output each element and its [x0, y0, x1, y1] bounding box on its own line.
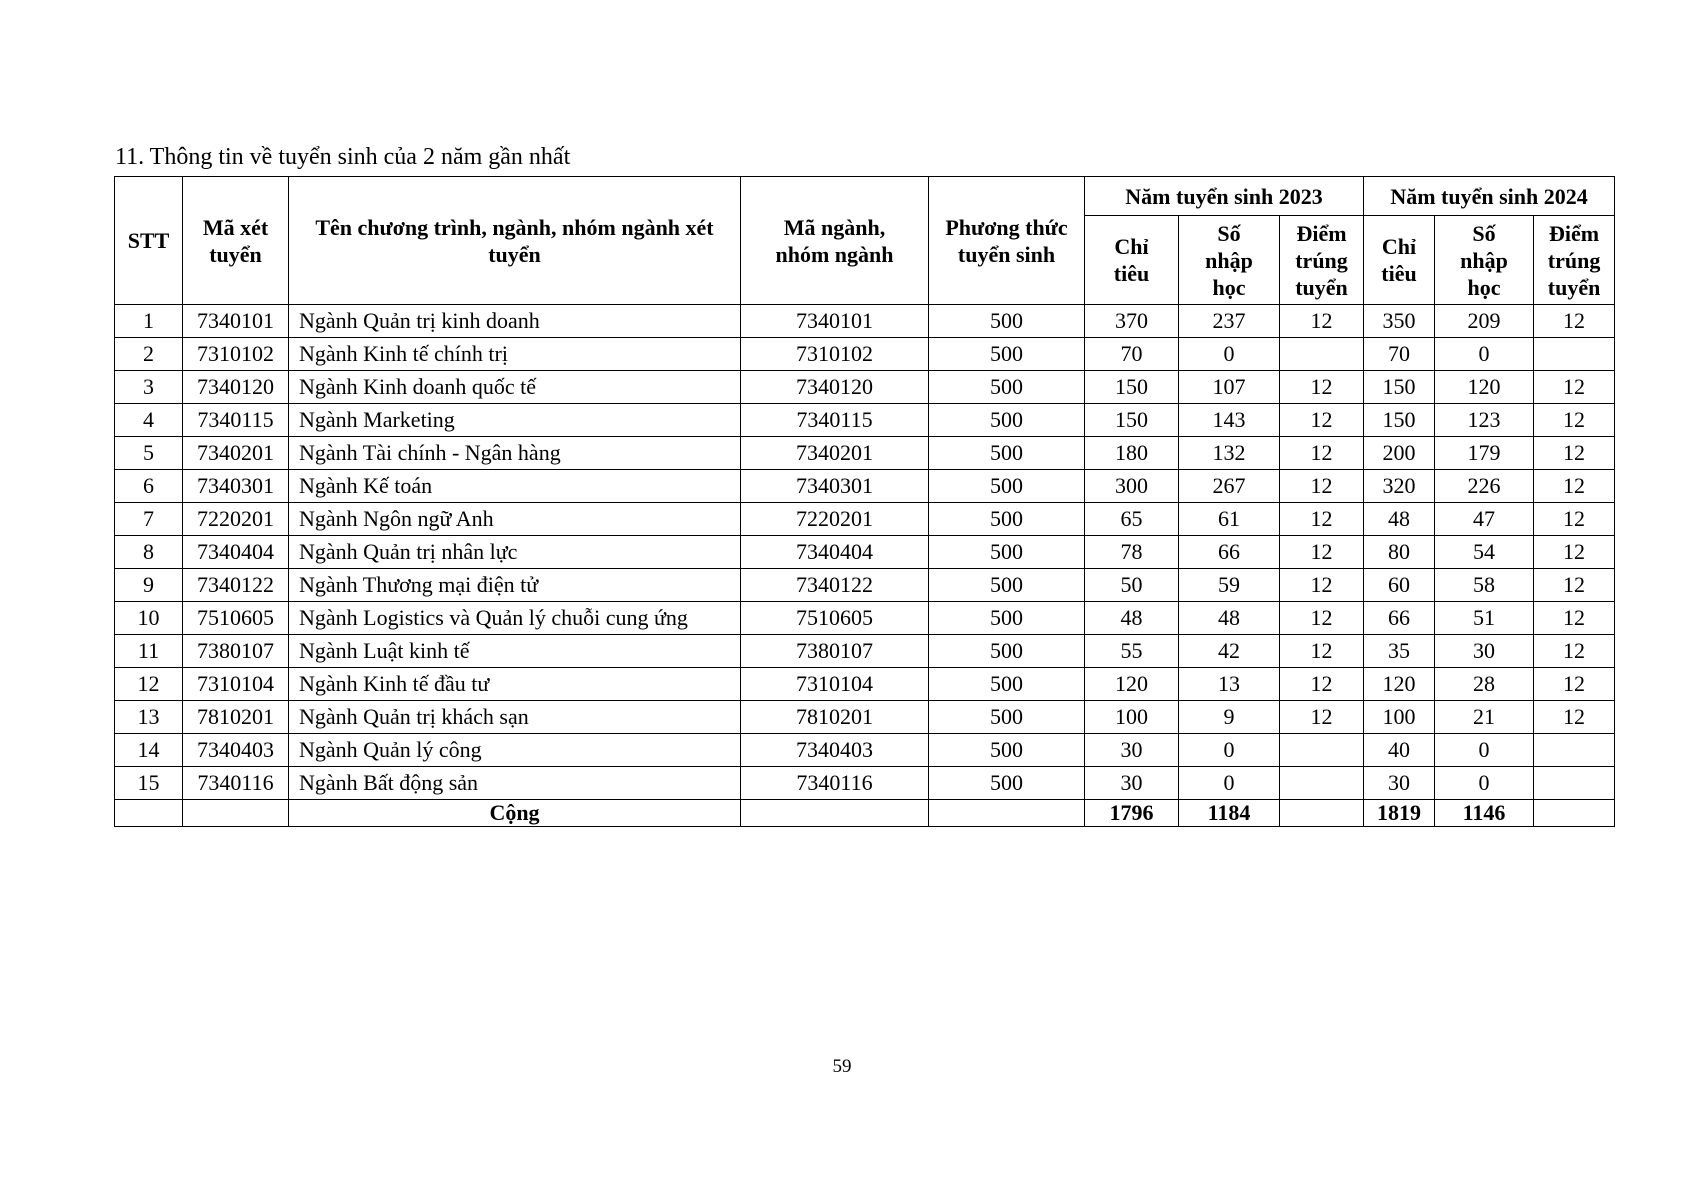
ten-nganh-cell: Ngành Quản trị kinh doanh	[289, 305, 741, 338]
stt-cell: 15	[115, 767, 183, 800]
phuong-thuc-cell: 500	[929, 437, 1085, 470]
ma-nganh-cell: 7340404	[741, 536, 929, 569]
diem-trung-tuyen-2024-cell	[1534, 767, 1615, 800]
ten-nganh-cell: Ngành Logistics và Quản lý chuỗi cung ứng	[289, 602, 741, 635]
total-chi-tieu-2024: 1819	[1364, 800, 1435, 827]
so-nhap-hoc-2023-cell: 42	[1179, 635, 1280, 668]
header-so-nhap-hoc-2024: Số nhập học	[1435, 216, 1534, 305]
header-phuong-thuc: Phương thức tuyển sinh	[929, 177, 1085, 305]
chi-tieu-2023-cell: 100	[1085, 701, 1179, 734]
chi-tieu-2023-cell: 150	[1085, 404, 1179, 437]
ma-xet-tuyen-cell: 7340120	[183, 371, 289, 404]
ma-xet-tuyen-cell: 7340201	[183, 437, 289, 470]
header-ten-chuong-trinh: Tên chương trình, ngành, nhóm ngành xét tuyển	[289, 177, 741, 305]
phuong-thuc-cell: 500	[929, 635, 1085, 668]
chi-tieu-2024-cell: 35	[1364, 635, 1435, 668]
table-body	[115, 305, 1615, 800]
stt-cell: 13	[115, 701, 183, 734]
diem-trung-tuyen-2024-cell: 12	[1534, 536, 1615, 569]
total-chi-tieu-2023: 1796	[1085, 800, 1179, 827]
so-nhap-hoc-2024-cell: 51	[1435, 602, 1534, 635]
phuong-thuc-cell: 500	[929, 734, 1085, 767]
stt-cell: 6	[115, 470, 183, 503]
ma-xet-tuyen-cell: 7310102	[183, 338, 289, 371]
table-row	[115, 338, 1615, 371]
so-nhap-hoc-2024-cell: 226	[1435, 470, 1534, 503]
chi-tieu-2024-cell: 48	[1364, 503, 1435, 536]
chi-tieu-2024-cell: 200	[1364, 437, 1435, 470]
so-nhap-hoc-2024-cell: 47	[1435, 503, 1534, 536]
ma-xet-tuyen-cell: 7340403	[183, 734, 289, 767]
table-row	[115, 668, 1615, 701]
admission-table-container	[114, 176, 1614, 827]
so-nhap-hoc-2023-cell: 143	[1179, 404, 1280, 437]
diem-trung-tuyen-2023-cell: 12	[1280, 305, 1364, 338]
phuong-thuc-cell: 500	[929, 470, 1085, 503]
diem-trung-tuyen-2023-cell: 12	[1280, 437, 1364, 470]
diem-trung-tuyen-2023-cell: 12	[1280, 569, 1364, 602]
header-year-2023: Năm tuyển sinh 2023	[1085, 177, 1364, 216]
ma-xet-tuyen-cell: 7340116	[183, 767, 289, 800]
so-nhap-hoc-2023-cell: 0	[1179, 734, 1280, 767]
so-nhap-hoc-2023-cell: 0	[1179, 767, 1280, 800]
chi-tieu-2024-cell: 40	[1364, 734, 1435, 767]
diem-trung-tuyen-2024-cell: 12	[1534, 569, 1615, 602]
diem-trung-tuyen-2024-cell: 12	[1534, 668, 1615, 701]
chi-tieu-2023-cell: 180	[1085, 437, 1179, 470]
ma-nganh-cell: 7510605	[741, 602, 929, 635]
ma-nganh-cell: 7340403	[741, 734, 929, 767]
diem-trung-tuyen-2024-cell: 12	[1534, 701, 1615, 734]
diem-trung-tuyen-2024-cell: 12	[1534, 635, 1615, 668]
so-nhap-hoc-2023-cell: 48	[1179, 602, 1280, 635]
ten-nganh-cell: Ngành Kinh tế chính trị	[289, 338, 741, 371]
diem-trung-tuyen-2023-cell: 12	[1280, 404, 1364, 437]
diem-trung-tuyen-2023-cell: 12	[1280, 668, 1364, 701]
table-row	[115, 635, 1615, 668]
ma-nganh-cell: 7340115	[741, 404, 929, 437]
chi-tieu-2024-cell: 350	[1364, 305, 1435, 338]
ma-xet-tuyen-cell: 7810201	[183, 701, 289, 734]
ma-xet-tuyen-cell: 7340101	[183, 305, 289, 338]
stt-cell: 2	[115, 338, 183, 371]
chi-tieu-2023-cell: 300	[1085, 470, 1179, 503]
phuong-thuc-cell: 500	[929, 569, 1085, 602]
diem-trung-tuyen-2024-cell: 12	[1534, 602, 1615, 635]
chi-tieu-2023-cell: 370	[1085, 305, 1179, 338]
table-row	[115, 701, 1615, 734]
total-ma-xt-cell	[183, 800, 289, 827]
ten-nganh-cell: Ngành Ngôn ngữ Anh	[289, 503, 741, 536]
table-row	[115, 536, 1615, 569]
table-row	[115, 470, 1615, 503]
so-nhap-hoc-2024-cell: 179	[1435, 437, 1534, 470]
chi-tieu-2024-cell: 100	[1364, 701, 1435, 734]
ten-nganh-cell: Ngành Quản lý công	[289, 734, 741, 767]
header-stt: STT	[115, 177, 183, 305]
so-nhap-hoc-2023-cell: 13	[1179, 668, 1280, 701]
header-so-nhap-hoc-2023: Số nhập học	[1179, 216, 1280, 305]
ma-xet-tuyen-cell: 7310104	[183, 668, 289, 701]
ten-nganh-cell: Ngành Luật kinh tế	[289, 635, 741, 668]
table-row	[115, 602, 1615, 635]
chi-tieu-2024-cell: 66	[1364, 602, 1435, 635]
header-chi-tieu-2023: Chỉ tiêu	[1085, 216, 1179, 305]
stt-cell: 14	[115, 734, 183, 767]
ma-xet-tuyen-cell: 7510605	[183, 602, 289, 635]
ma-nganh-cell: 7310104	[741, 668, 929, 701]
ma-xet-tuyen-cell: 7340301	[183, 470, 289, 503]
diem-trung-tuyen-2024-cell: 12	[1534, 404, 1615, 437]
so-nhap-hoc-2023-cell: 9	[1179, 701, 1280, 734]
so-nhap-hoc-2024-cell: 209	[1435, 305, 1534, 338]
ma-xet-tuyen-cell: 7340122	[183, 569, 289, 602]
diem-trung-tuyen-2024-cell: 12	[1534, 305, 1615, 338]
so-nhap-hoc-2024-cell: 0	[1435, 338, 1534, 371]
chi-tieu-2024-cell: 80	[1364, 536, 1435, 569]
so-nhap-hoc-2024-cell: 0	[1435, 767, 1534, 800]
section-title: 11. Thông tin về tuyển sinh của 2 năm gần nhất	[115, 144, 571, 170]
so-nhap-hoc-2024-cell: 54	[1435, 536, 1534, 569]
total-so-nhap-hoc-2023: 1184	[1179, 800, 1280, 827]
phuong-thuc-cell: 500	[929, 767, 1085, 800]
table-row	[115, 437, 1615, 470]
diem-trung-tuyen-2023-cell: 12	[1280, 503, 1364, 536]
ma-nganh-cell: 7340101	[741, 305, 929, 338]
chi-tieu-2024-cell: 60	[1364, 569, 1435, 602]
so-nhap-hoc-2023-cell: 237	[1179, 305, 1280, 338]
diem-trung-tuyen-2023-cell: 12	[1280, 536, 1364, 569]
so-nhap-hoc-2024-cell: 21	[1435, 701, 1534, 734]
ma-xet-tuyen-cell: 7340115	[183, 404, 289, 437]
table-header	[115, 177, 1615, 305]
diem-trung-tuyen-2023-cell: 12	[1280, 635, 1364, 668]
header-ma-xet-tuyen: Mã xét tuyển	[183, 177, 289, 305]
diem-trung-tuyen-2023-cell: 12	[1280, 470, 1364, 503]
stt-cell: 7	[115, 503, 183, 536]
ma-nganh-cell: 7340122	[741, 569, 929, 602]
so-nhap-hoc-2023-cell: 267	[1179, 470, 1280, 503]
stt-cell: 1	[115, 305, 183, 338]
ma-nganh-cell: 7340201	[741, 437, 929, 470]
stt-cell: 11	[115, 635, 183, 668]
chi-tieu-2023-cell: 48	[1085, 602, 1179, 635]
ten-nganh-cell: Ngành Kinh tế đầu tư	[289, 668, 741, 701]
stt-cell: 9	[115, 569, 183, 602]
diem-trung-tuyen-2024-cell: 12	[1534, 371, 1615, 404]
chi-tieu-2023-cell: 70	[1085, 338, 1179, 371]
diem-trung-tuyen-2023-cell	[1280, 338, 1364, 371]
so-nhap-hoc-2023-cell: 59	[1179, 569, 1280, 602]
stt-cell: 5	[115, 437, 183, 470]
header-year-2024: Năm tuyển sinh 2024	[1364, 177, 1615, 216]
so-nhap-hoc-2024-cell: 30	[1435, 635, 1534, 668]
header-diem-trung-tuyen-2024: Điểm trúng tuyển	[1534, 216, 1615, 305]
table-row	[115, 371, 1615, 404]
ma-xet-tuyen-cell: 7340404	[183, 536, 289, 569]
table-row	[115, 569, 1615, 602]
total-stt-cell	[115, 800, 183, 827]
chi-tieu-2023-cell: 30	[1085, 767, 1179, 800]
chi-tieu-2023-cell: 78	[1085, 536, 1179, 569]
admission-table	[114, 176, 1615, 827]
chi-tieu-2023-cell: 150	[1085, 371, 1179, 404]
chi-tieu-2023-cell: 120	[1085, 668, 1179, 701]
phuong-thuc-cell: 500	[929, 338, 1085, 371]
chi-tieu-2023-cell: 65	[1085, 503, 1179, 536]
ten-nganh-cell: Ngành Marketing	[289, 404, 741, 437]
ten-nganh-cell: Ngành Thương mại điện tử	[289, 569, 741, 602]
ten-nganh-cell: Ngành Quản trị khách sạn	[289, 701, 741, 734]
chi-tieu-2023-cell: 30	[1085, 734, 1179, 767]
total-diem-2023-cell	[1280, 800, 1364, 827]
so-nhap-hoc-2023-cell: 132	[1179, 437, 1280, 470]
diem-trung-tuyen-2024-cell: 12	[1534, 470, 1615, 503]
ma-nganh-cell: 7310102	[741, 338, 929, 371]
ma-nganh-cell: 7220201	[741, 503, 929, 536]
total-so-nhap-hoc-2024: 1146	[1435, 800, 1534, 827]
ma-nganh-cell: 7340301	[741, 470, 929, 503]
phuong-thuc-cell: 500	[929, 701, 1085, 734]
phuong-thuc-cell: 500	[929, 503, 1085, 536]
stt-cell: 3	[115, 371, 183, 404]
so-nhap-hoc-2023-cell: 0	[1179, 338, 1280, 371]
so-nhap-hoc-2024-cell: 58	[1435, 569, 1534, 602]
chi-tieu-2024-cell: 30	[1364, 767, 1435, 800]
stt-cell: 12	[115, 668, 183, 701]
stt-cell: 10	[115, 602, 183, 635]
ten-nganh-cell: Ngành Kế toán	[289, 470, 741, 503]
ten-nganh-cell: Ngành Bất động sản	[289, 767, 741, 800]
header-diem-trung-tuyen-2023: Điểm trúng tuyển	[1280, 216, 1364, 305]
so-nhap-hoc-2023-cell: 66	[1179, 536, 1280, 569]
total-diem-2024-cell	[1534, 800, 1615, 827]
so-nhap-hoc-2024-cell: 28	[1435, 668, 1534, 701]
diem-trung-tuyen-2023-cell	[1280, 767, 1364, 800]
chi-tieu-2023-cell: 55	[1085, 635, 1179, 668]
ma-nganh-cell: 7810201	[741, 701, 929, 734]
diem-trung-tuyen-2024-cell: 12	[1534, 437, 1615, 470]
so-nhap-hoc-2024-cell: 0	[1435, 734, 1534, 767]
chi-tieu-2024-cell: 70	[1364, 338, 1435, 371]
stt-cell: 8	[115, 536, 183, 569]
header-chi-tieu-2024: Chỉ tiêu	[1364, 216, 1435, 305]
ten-nganh-cell: Ngành Kinh doanh quốc tế	[289, 371, 741, 404]
ma-xet-tuyen-cell: 7220201	[183, 503, 289, 536]
ten-nganh-cell: Ngành Tài chính - Ngân hàng	[289, 437, 741, 470]
so-nhap-hoc-2024-cell: 123	[1435, 404, 1534, 437]
header-ma-nganh: Mã ngành, nhóm ngành	[741, 177, 929, 305]
table-row	[115, 767, 1615, 800]
phuong-thuc-cell: 500	[929, 536, 1085, 569]
table-total-row	[115, 800, 1615, 827]
phuong-thuc-cell: 500	[929, 371, 1085, 404]
phuong-thuc-cell: 500	[929, 305, 1085, 338]
diem-trung-tuyen-2023-cell: 12	[1280, 701, 1364, 734]
page-number: 59	[832, 1056, 852, 1077]
diem-trung-tuyen-2024-cell: 12	[1534, 503, 1615, 536]
phuong-thuc-cell: 500	[929, 602, 1085, 635]
ma-xet-tuyen-cell: 7380107	[183, 635, 289, 668]
table-row	[115, 734, 1615, 767]
total-label: Cộng	[289, 800, 741, 827]
chi-tieu-2024-cell: 150	[1364, 404, 1435, 437]
ma-nganh-cell: 7340116	[741, 767, 929, 800]
diem-trung-tuyen-2023-cell: 12	[1280, 602, 1364, 635]
total-ma-nganh-cell	[741, 800, 929, 827]
stt-cell: 4	[115, 404, 183, 437]
so-nhap-hoc-2023-cell: 107	[1179, 371, 1280, 404]
chi-tieu-2024-cell: 120	[1364, 668, 1435, 701]
table-row	[115, 404, 1615, 437]
table-row	[115, 305, 1615, 338]
chi-tieu-2024-cell: 320	[1364, 470, 1435, 503]
so-nhap-hoc-2024-cell: 120	[1435, 371, 1534, 404]
table-row	[115, 503, 1615, 536]
ten-nganh-cell: Ngành Quản trị nhân lực	[289, 536, 741, 569]
chi-tieu-2024-cell: 150	[1364, 371, 1435, 404]
diem-trung-tuyen-2024-cell	[1534, 338, 1615, 371]
total-pt-cell	[929, 800, 1085, 827]
phuong-thuc-cell: 500	[929, 668, 1085, 701]
ma-nganh-cell: 7340120	[741, 371, 929, 404]
ma-nganh-cell: 7380107	[741, 635, 929, 668]
phuong-thuc-cell: 500	[929, 404, 1085, 437]
diem-trung-tuyen-2023-cell: 12	[1280, 371, 1364, 404]
chi-tieu-2023-cell: 50	[1085, 569, 1179, 602]
so-nhap-hoc-2023-cell: 61	[1179, 503, 1280, 536]
diem-trung-tuyen-2024-cell	[1534, 734, 1615, 767]
diem-trung-tuyen-2023-cell	[1280, 734, 1364, 767]
